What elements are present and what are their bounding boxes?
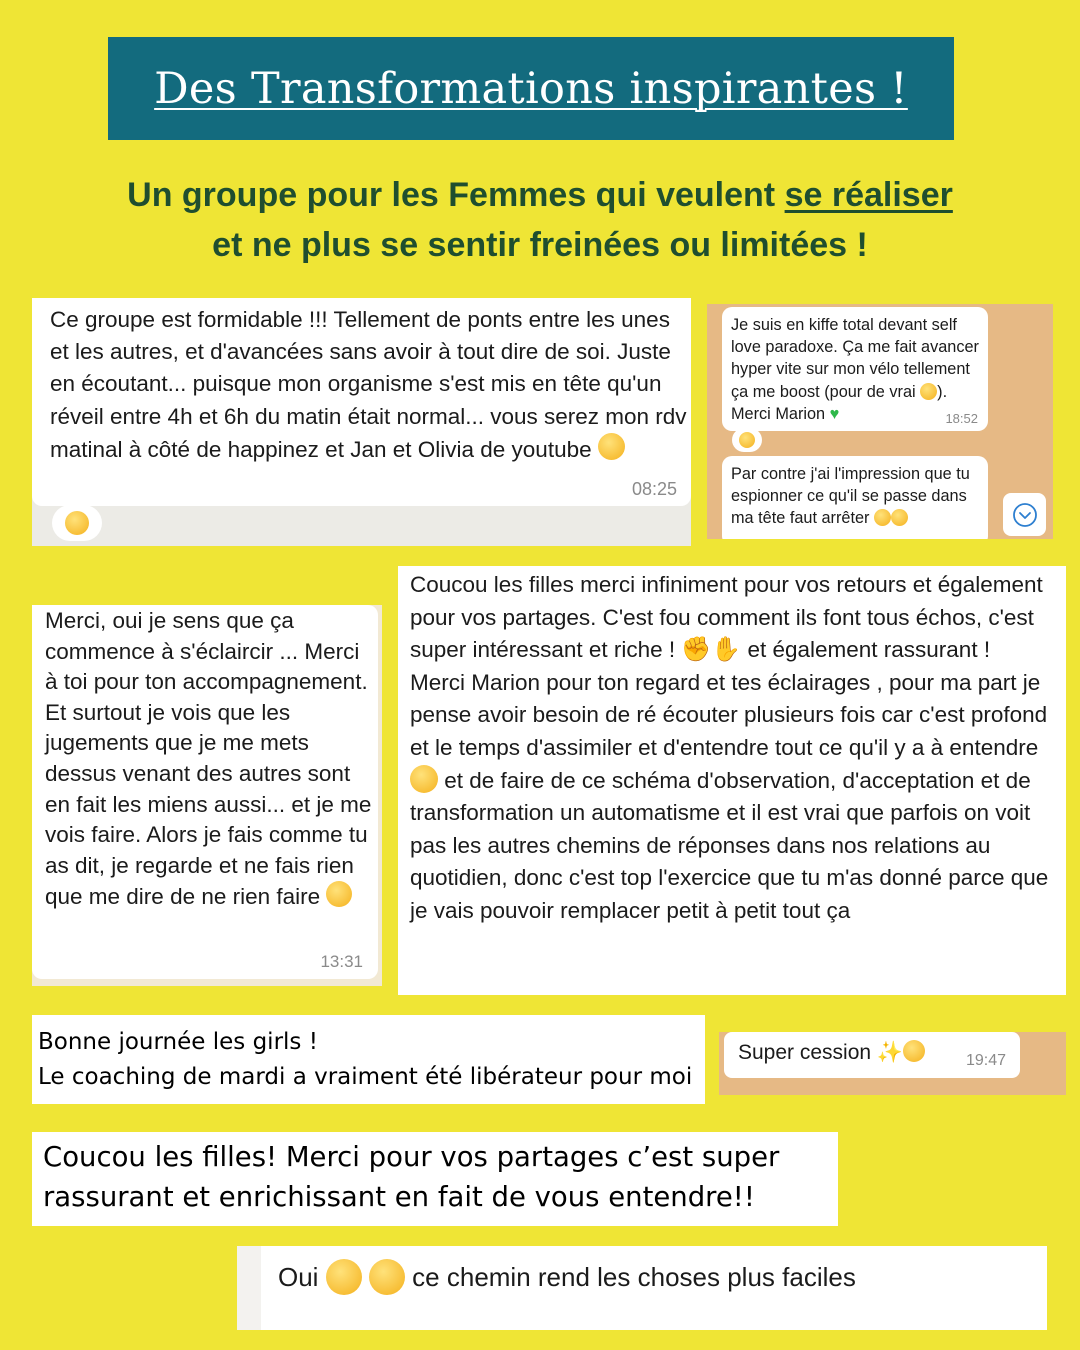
chat-screenshot-3 bbox=[32, 605, 382, 986]
reaction-badge[interactable] bbox=[52, 505, 102, 541]
chat-screenshot-7 bbox=[32, 1132, 838, 1226]
subtitle bbox=[40, 170, 1040, 270]
rofl-emoji-icon bbox=[891, 509, 908, 526]
hug-emoji-icon bbox=[903, 1040, 925, 1062]
message-text bbox=[731, 463, 983, 530]
joy-emoji-icon bbox=[65, 511, 89, 535]
green-heart-icon: ♥ bbox=[829, 404, 840, 423]
message-text bbox=[738, 1040, 925, 1065]
grin-sweat-emoji-icon bbox=[739, 432, 755, 448]
subtitle-line-1 bbox=[40, 170, 1040, 220]
message-text-part: Je suis en kiffe total devant self love paradoxe. Ça me fait avancer hyper vite sur mon vélo tellement ça me boost (pour de vrai bbox=[731, 316, 979, 401]
grin-sweat-emoji-icon bbox=[920, 383, 937, 400]
message-text-end: ). Merci Marion bbox=[731, 382, 948, 423]
chat-screenshot-1 bbox=[32, 298, 691, 546]
message-bubble bbox=[722, 307, 988, 431]
message-text bbox=[43, 1137, 833, 1217]
message-bubble bbox=[261, 1246, 1047, 1330]
message-text-part-3: Merci Marion pour ton regard et tes éclairages , pour ma part je pense avoir besoin de ré écouter plusieurs fois car c'est profond et le temps d'assimiler et d'entendre tout ce qu'il y a à entendre bbox=[410, 669, 1048, 760]
message-text-part-2: et également rassurant ! bbox=[741, 637, 991, 663]
grin-sweat-emoji-icon bbox=[369, 1259, 405, 1295]
subtitle-line-1-text: Un groupe pour les Femmes qui veulent bbox=[127, 176, 785, 214]
message-text bbox=[731, 314, 983, 425]
grin-sweat-emoji-icon bbox=[326, 881, 352, 907]
message-text-content: Ce groupe est formidable !!! Tellement de ponts entre les unes et les autres, et d'avancées sans avoir à tout dire de soi. Juste en écoutant... puisque mon organisme s'est mis en tête qu'un réveil entre 4h et 6h du matin était normal... vous serez mon rdv matinal à côté de happinez et Jan et Olivia de youtube bbox=[50, 307, 687, 462]
message-text-content: Merci, oui je sens que ça commence à s'éclaircir ... Merci à toi pour ton accompagnement. Et surtout je vois que les jugements que je me mets dessus venant des autres sont en fait les miens aussi... et je me vois faire. Alors je fais comme tu as dit, je regarde et ne fais rien que me dire de ne rien faire bbox=[45, 608, 372, 910]
rofl-emoji-icon bbox=[598, 433, 625, 460]
message-word: Oui bbox=[278, 1262, 319, 1292]
subtitle-line-2: et ne plus se sentir freinées ou limitées ! bbox=[212, 226, 868, 264]
message-text bbox=[45, 606, 375, 913]
subtitle-underlined: se réaliser bbox=[784, 176, 953, 214]
message-line-2: rassurant et enrichissant en fait de vous entendre!! bbox=[43, 1181, 755, 1213]
message-text-content: Super cession bbox=[738, 1041, 872, 1064]
message-time: 18:52 bbox=[945, 411, 978, 426]
chat-screenshot-2 bbox=[707, 304, 1053, 539]
message-text-content: Par contre j'ai l'impression que tu espionner ce qu'il se passe dans ma tête faut arrêter bbox=[731, 465, 970, 528]
message-time: 19:47 bbox=[965, 1052, 1006, 1069]
chevron-down-icon bbox=[1012, 502, 1038, 528]
message-line-2: Le coaching de mardi a vraiment été libérateur pour moi bbox=[38, 1064, 693, 1090]
chat-screenshot-6 bbox=[719, 1032, 1066, 1095]
message-text-content: ce chemin rend les choses plus faciles bbox=[412, 1262, 856, 1292]
chat-screenshot-5 bbox=[32, 1015, 705, 1104]
message-bubble bbox=[32, 298, 691, 506]
message-text-part-4: et de faire de ce schéma d'observation, d'acceptation et de transformation un automatisme et il est vrai que parfois on voit pas les autres chemins de réponses dans nos relations au quotidien, donc c'est top l'exercice que tu m'as donné parce que je vais pouvoir remplacer petit à petit tout ça bbox=[410, 767, 1049, 923]
page-title: Des Transformations inspirantes ! bbox=[154, 63, 908, 114]
raised-hands-icon: ✋ bbox=[711, 636, 742, 664]
message-line-1: Coucou les filles! Merci pour vos partages c’est super bbox=[43, 1141, 780, 1173]
grin-sweat-emoji-icon bbox=[410, 765, 438, 793]
grin-sweat-emoji-icon bbox=[326, 1259, 362, 1295]
chat-screenshot-8 bbox=[237, 1246, 1047, 1330]
message-text-part-1: Coucou les filles merci infiniment pour vos retours et également pour vos partages. C'est fou comment ils font tous échos, c'est super intéressant et riche ! bbox=[410, 572, 1043, 663]
chat-screenshot-4 bbox=[398, 566, 1066, 995]
message-bubble bbox=[722, 456, 988, 539]
message-bubble bbox=[398, 566, 1066, 995]
reaction-badge[interactable] bbox=[732, 428, 762, 452]
message-bubble bbox=[32, 605, 378, 979]
message-text bbox=[38, 1025, 705, 1095]
message-text bbox=[278, 1259, 856, 1295]
title-banner bbox=[108, 37, 954, 140]
praying-hands-icon: ✊ bbox=[681, 636, 712, 664]
sparkles-icon: ✨ bbox=[876, 1041, 904, 1064]
message-text bbox=[50, 304, 690, 466]
message-time: 13:31 bbox=[320, 952, 363, 971]
message-time: 08:25 bbox=[631, 479, 677, 499]
message-bubble bbox=[724, 1032, 1020, 1078]
rofl-emoji-icon bbox=[874, 509, 891, 526]
message-text bbox=[410, 569, 1062, 928]
message-line-1: Bonne journée les girls ! bbox=[38, 1029, 318, 1055]
scroll-down-button[interactable] bbox=[1003, 493, 1046, 536]
